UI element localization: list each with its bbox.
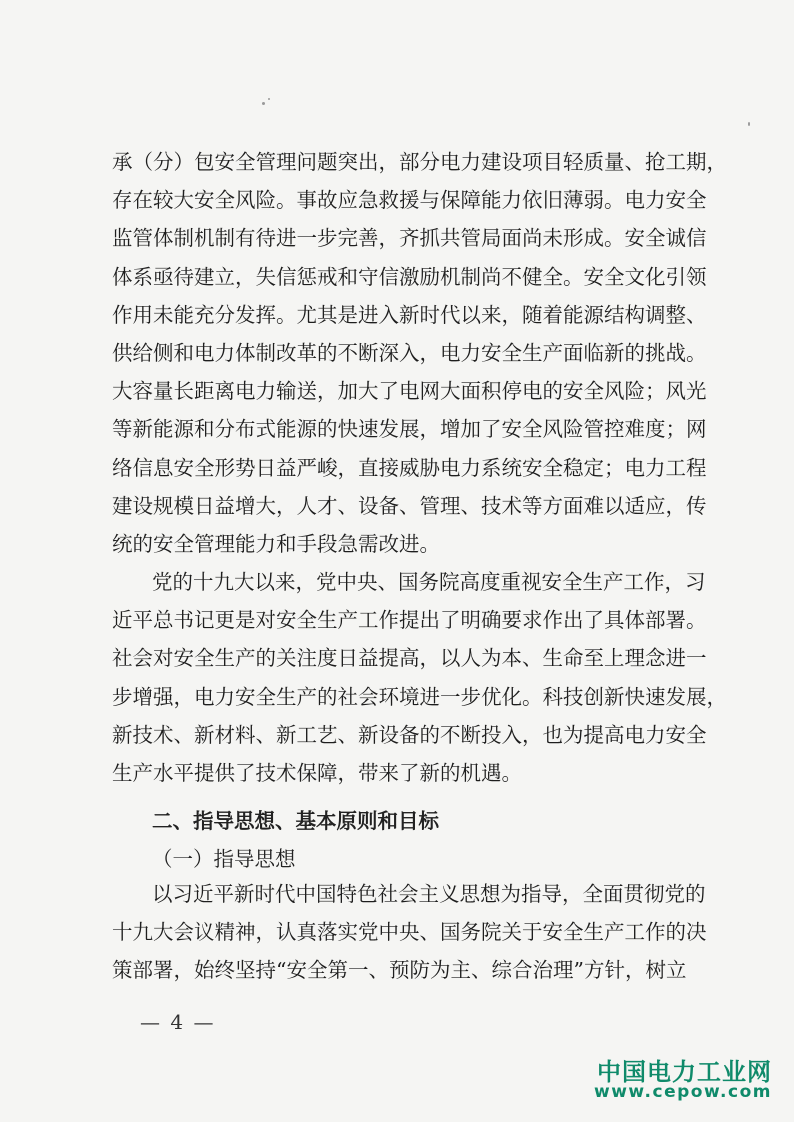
text-line: 作 用 未 能 充 分 发 挥 。 尤 其 是 进 入 新 时 代 以 来 ， 随 着 能 源 结 构 调 整 、 [112, 302, 707, 327]
text-line: 存 在 较 大 安 全 风 险 。 事 故 应 急 救 援 与 保 障 能 力 依 旧 薄 弱 。 电 力 安 全 [112, 188, 707, 213]
page-number: — 4 — [140, 1010, 216, 1034]
text-line: 监 管 体 制 机 制 有 待 进 一 步 完 善 ， 齐 抓 共 管 局 面 尚 未 形 成 。 安 全 诚 信 [112, 226, 707, 251]
text-line: 建 设 规 模 日 益 增 大 ， 人 才 、 设 备 、 管 理 、 技 术 等 方 面 难 以 适 应 ， 传 [112, 493, 707, 518]
text-line: 等 新 能 源 和 分 布 式 能 源 的 快 速 发 展 ， 增 加 了 安 全 风 险 管 控 难 度 ； 网 [112, 417, 707, 442]
text-line: 体 系 亟 待 建 立 ， 失 信 惩 戒 和 守 信 激 励 机 制 尚 不 健 全 。 安 全 文 化 引 领 [112, 264, 707, 289]
text-line: 社 会 对 安 全 生 产 的 关 注 度 日 益 提 高 ， 以 人 为 本 、 生 命 至 上 理 念 进 一 [112, 646, 707, 671]
text-line: 统 的 安 全 管 理 能 力 和 手 段 急 需 改 进 。 [112, 532, 440, 556]
text-line: 近 平 总 书 记 更 是 对 安 全 生 产 工 作 提 出 了 明 确 要 求 作 出 了 具 体 部 署 。 [112, 608, 707, 633]
text-line: 生 产 水 平 提 供 了 技 术 保 障 ， 带 来 了 新 的 机 遇 。 [112, 761, 522, 785]
text-line: 承 （ 分 ） 包 安 全 管 理 问 题 突 出 ， 部 分 电 力 建 设 项 目 轻 质 量 、 抢 工 期 ， [112, 150, 727, 174]
text-line: 络 信 息 安 全 形 势 日 益 严 峻 ， 直 接 威 胁 电 力 系 统 安 全 稳 定 ； 电 力 工 程 [112, 455, 707, 480]
scan-speck [262, 102, 265, 105]
watermark-title: 中国电力工业网 [597, 1058, 772, 1086]
text-line: 策 部 署 ， 始 终 坚 持 “ 安 全 第 一 、 预 防 为 主 、 综 合 治 理 ” 方 针 ， 树 立 [112, 958, 687, 983]
text-line: 十 九 大 会 议 精 神 ， 认 真 落 实 党 中 央 、 国 务 院 关 于 安 全 生 产 工 作 的 决 [112, 920, 707, 945]
section-heading: 二、指导思想、基本原则和目标 [152, 809, 439, 833]
subsection-heading: （一）指导思想 [152, 847, 296, 871]
text-line: 党 的 十 九 大 以 来 ， 党 中 央 、 国 务 院 高 度 重 视 安 全 生 产 工 作 ， 习 [152, 570, 706, 594]
text-line: 新 技 术 、 新 材 料 、 新 工 艺 、 新 设 备 的 不 断 投 入 ， 也 为 提 高 电 力 安 全 [112, 722, 707, 747]
scan-speck [268, 98, 270, 100]
text-line: 大 容 量 长 距 离 电 力 输 送 ， 加 大 了 电 网 大 面 积 停 电 的 安 全 风 险 ； 风 光 [112, 379, 707, 404]
text-line: 步 增 强 ， 电 力 安 全 生 产 的 社 会 环 境 进 一 步 优 化 。 科 技 创 新 快 速 发 展 ， [112, 684, 727, 709]
text-line: 以 习 近 平 新 时 代 中 国 特 色 社 会 主 义 思 想 为 指 导 ， 全 面 贯 彻 党 的 [152, 882, 706, 906]
text-line: 供 给 侧 和 电 力 体 制 改 革 的 不 断 深 入 ， 电 力 安 全 生 产 面 临 新 的 挑 战 。 [112, 341, 707, 365]
scan-speck [748, 122, 750, 126]
watermark-url: www.cepow.com [594, 1082, 772, 1102]
